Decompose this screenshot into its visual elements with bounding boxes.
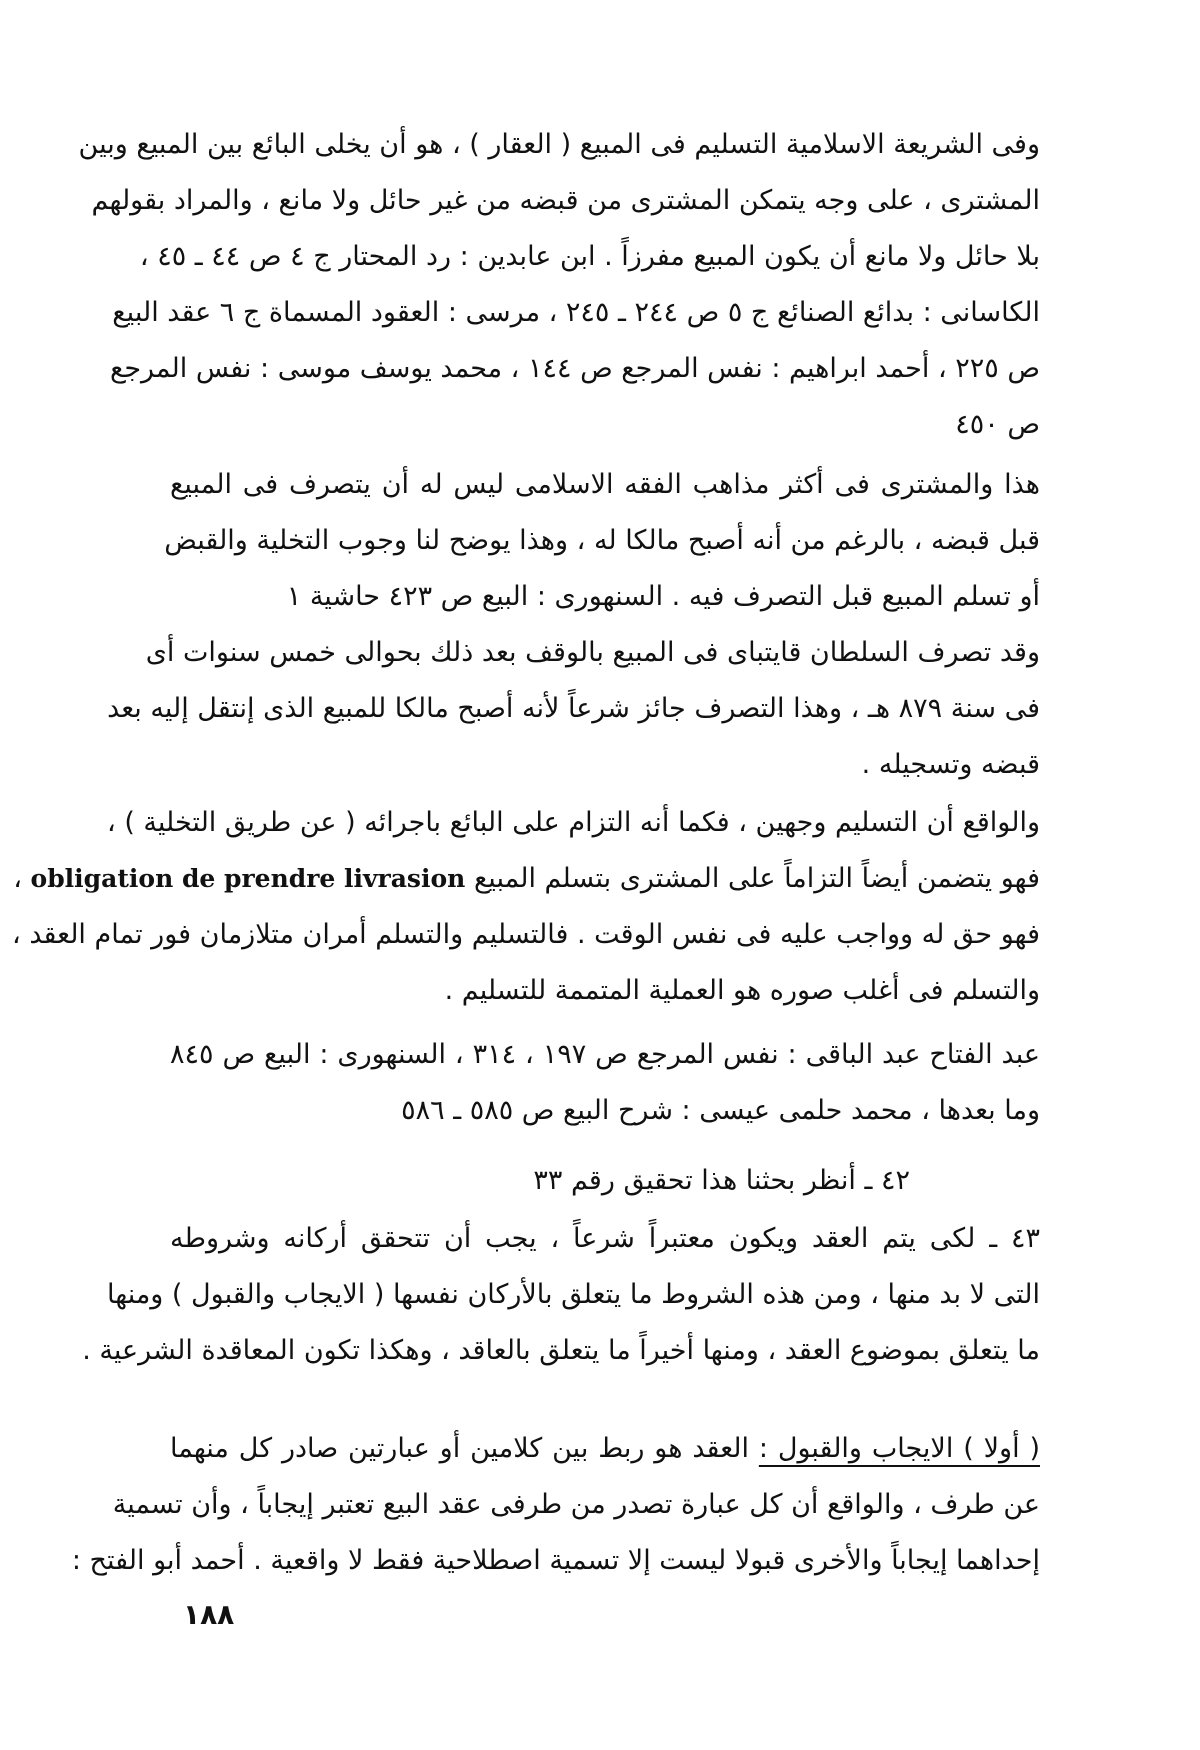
text-line: ص ٢٢٥ ، أحمد ابراهيم : نفس المرجع ص ١٤٤ ، محمد يوسف موسى : نفس المرجع [109,353,1040,384]
punctuation: ، [13,863,22,894]
text-segment: العقد هو ربط بين كلامين أو عبارتين صادر كل منهما [170,1433,749,1464]
paragraph-offer-acceptance [71,1421,1040,1589]
paragraph-sultan-qaytbay [107,625,1040,793]
note-43 [82,1211,1040,1379]
text-line: أو تسلم المبيع قبل التصرف فيه . السنهورى : البيع ص ٤٢٣ حاشية ١ [286,581,1040,612]
text-line: ٤٣ ـ لكى يتم العقد ويكون معتبراً شرعاً ، يجب أن تتحقق أركانه وشروطه [170,1223,1040,1254]
text-line: وقد تصرف السلطان قايتباى فى المبيع بالوقف بعد ذلك بحوالى خمس سنوات أى [145,637,1040,668]
paragraph-delivery-obligation [12,795,1040,1019]
text-line: قبضه وتسجيله . [861,749,1040,780]
text-line: عبد الفتاح عبد الباقى : نفس المرجع ص ١٩٧ ، ٣١٤ ، السنهورى : البيع ص ٨٤٥ [170,1039,1040,1070]
text-line: التى لا بد منها ، ومن هذه الشروط ما يتعلق بالأركان نفسها ( الايجاب والقبول ) ومنها [107,1279,1040,1310]
text-line: ص ٤٥٠ [955,409,1040,440]
paragraph-references [170,1027,1040,1139]
text-line: قبل قبضه ، بالرغم من أنه أصبح مالكا له ، وهذا يوضح لنا وجوب التخلية والقبض [164,525,1040,556]
text-line: عن طرف ، والواقع أن كل عبارة تصدر من طرفى عقد البيع تعتبر إيجاباً ، وأن تسمية [112,1489,1040,1520]
text-line: الكاسانى : بدائع الصنائع ج ٥ ص ٢٤٤ ـ ٢٤٥ ، مرسى : العقود المسماة ج ٦ عقد البيع [112,297,1040,328]
text-line: المشترى ، على وجه يتمكن المشترى من قبضه من غير حائل ولا مانع ، والمراد بقولهم [91,185,1040,216]
paragraph-buyer-disposal [164,457,1040,625]
paragraph-islamic-delivery [78,117,1040,453]
page-number: ١٨٨ [183,1598,235,1631]
text-line: والواقع أن التسليم وجهين ، فكما أنه التزام على البائع باجرائه ( عن طريق التخلية ) ، [107,807,1040,838]
text-line: إحداهما إيجاباً والأخرى قبولا ليست إلا تسمية اصطلاحية فقط لا واقعية . أحمد أبو الفتح : [71,1545,1040,1576]
french-term: obligation de prendre livrasion [30,864,466,893]
text-line: فى سنة ٨٧٩ هـ ، وهذا التصرف جائز شرعاً لأنه أصبح مالكا للمبيع الذى إنتقل إليه بعد [107,693,1040,724]
text-line-heading [170,1421,1040,1477]
text-line-mixed [13,851,1040,907]
text-line: ما يتعلق بموضوع العقد ، ومنها أخيراً ما يتعلق بالعاقد ، وهكذا تكون المعاقدة الشرعية . [82,1335,1040,1366]
text-line: وفى الشريعة الاسلامية التسليم فى المبيع ( العقار ) ، هو أن يخلى البائع بين المبيع وبين [78,129,1040,160]
text-line: فهو حق له وواجب عليه فى نفس الوقت . فالتسليم والتسلم أمران متلازمان فور تمام العقد ، [12,919,1040,950]
text-line: بلا حائل ولا مانع أن يكون المبيع مفرزاً . ابن عابدين : رد المحتار ج ٤ ص ٤٤ ـ ٤٥ ، [139,241,1040,272]
text-line: ٤٢ ـ أنظر بحثنا هذا تحقيق رقم ٣٣ [533,1165,910,1196]
note-42 [170,1153,1040,1209]
text-line: هذا والمشترى فى أكثر مذاهب الفقه الاسلامى ليس له أن يتصرف فى المبيع [170,469,1040,500]
arabic-segment: فهو يتضمن أيضاً التزاماً على المشترى بتسلم المبيع [473,863,1040,894]
text-line: وما بعدها ، محمد حلمى عيسى : شرح البيع ص ٥٨٥ ـ ٥٨٦ [401,1095,1040,1126]
text-line: والتسلم فى أغلب صوره هو العملية المتممة للتسليم . [444,975,1040,1006]
section-heading: ( أولا ) الايجاب والقبول : [758,1433,1040,1464]
